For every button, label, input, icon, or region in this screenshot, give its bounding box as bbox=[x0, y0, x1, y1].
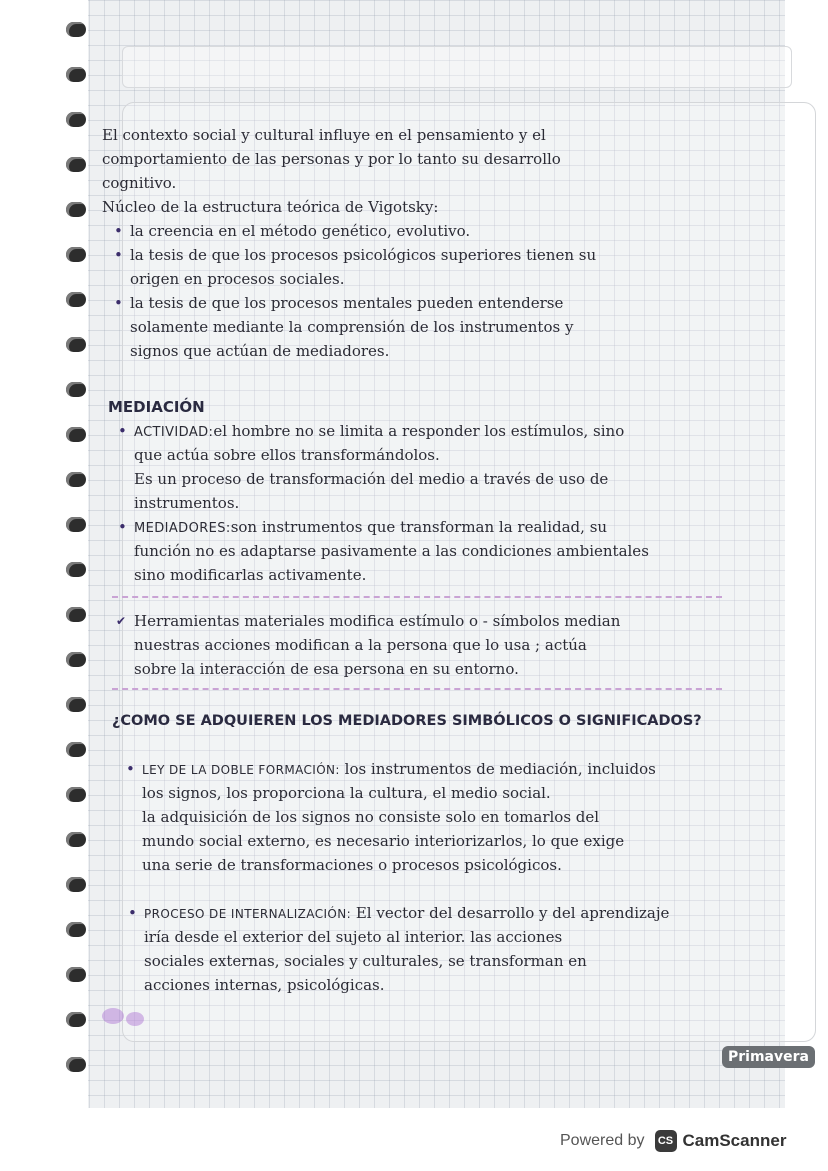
spiral-ring bbox=[66, 157, 86, 172]
mediadores-label: MEDIADORES: bbox=[134, 521, 231, 536]
spiral-ring bbox=[66, 742, 86, 757]
ley-line: los signos, los proporciona la cultura, el medio social. bbox=[142, 784, 551, 802]
proceso-line: acciones internas, psicológicas. bbox=[144, 976, 385, 994]
actividad-line: instrumentos. bbox=[134, 494, 240, 512]
intro-line: El contexto social y cultural influye en el pensamiento y el bbox=[102, 126, 546, 144]
bullet-dot: • bbox=[118, 422, 127, 440]
header-band bbox=[122, 46, 792, 88]
spiral-ring bbox=[66, 877, 86, 892]
ink-smudge bbox=[126, 1012, 144, 1026]
spiral-ring bbox=[66, 112, 86, 127]
ley-line: mundo social externo, es necesario interiorizarlos, lo que exige bbox=[142, 832, 625, 850]
herramientas-line: Herramientas materiales modifica estímulo o - símbolos median bbox=[134, 612, 621, 630]
vigotsky-bullet-line: la tesis de que los procesos mentales pueden entenderse bbox=[130, 294, 564, 312]
bullet-dot: • bbox=[114, 222, 123, 240]
vigotsky-bullet-line: signos que actúan de mediadores. bbox=[130, 342, 390, 360]
bullet-dot: • bbox=[126, 760, 135, 778]
checkmark-icon: ✔ bbox=[116, 614, 127, 628]
spiral-ring bbox=[66, 697, 86, 712]
ley-line: una serie de transformaciones o procesos psicológicos. bbox=[142, 856, 562, 874]
actividad-line-first bbox=[134, 422, 624, 442]
ley-label: LEY DE LA DOBLE FORMACIÓN: bbox=[142, 763, 340, 777]
vigotsky-bullet-line: solamente mediante la comprensión de los instrumentos y bbox=[130, 318, 574, 336]
actividad-line: que actúa sobre ellos transformándolos. bbox=[134, 446, 440, 464]
spiral-ring bbox=[66, 292, 86, 307]
spiral-ring bbox=[66, 652, 86, 667]
intro-line: cognitivo. bbox=[102, 174, 177, 192]
spiral-ring bbox=[66, 517, 86, 532]
proceso-line: sociales externas, sociales y culturales, se transforman en bbox=[144, 952, 587, 970]
camscanner-name: CamScanner bbox=[682, 1131, 787, 1150]
spiral-ring bbox=[66, 922, 86, 937]
spiral-ring bbox=[66, 1057, 86, 1072]
spiral-ring bbox=[66, 427, 86, 442]
camscanner-footer bbox=[560, 1126, 786, 1156]
herramientas-line: sobre la interacción de esa persona en su entorno. bbox=[134, 660, 519, 678]
dashed-separator bbox=[112, 688, 722, 690]
ink-smudge bbox=[102, 1008, 124, 1024]
spiral-ring bbox=[66, 382, 86, 397]
camscanner-logo-icon: CS bbox=[655, 1130, 677, 1152]
actividad-text: el hombre no se limita a responder los estímulos, sino bbox=[213, 422, 625, 440]
mediadores-text: son instrumentos que transforman la realidad, su bbox=[230, 518, 608, 536]
powered-by-text: Powered by bbox=[560, 1132, 645, 1149]
spiral-binding bbox=[44, 0, 88, 1108]
spiral-ring bbox=[66, 202, 86, 217]
proceso-label: PROCESO DE INTERNALIZACIÓN: bbox=[144, 907, 352, 921]
bullet-dot: • bbox=[118, 518, 127, 536]
proceso-line: iría desde el exterior del sujeto al interior. las acciones bbox=[144, 928, 563, 946]
bullet-dot: • bbox=[128, 904, 137, 922]
spiral-ring bbox=[66, 67, 86, 82]
proceso-text: El vector del desarrollo y del aprendizaje bbox=[355, 904, 670, 922]
dashed-separator bbox=[112, 596, 722, 598]
spiral-ring bbox=[66, 337, 86, 352]
proceso-line-first bbox=[144, 904, 669, 923]
spiral-ring bbox=[66, 787, 86, 802]
spiral-ring bbox=[66, 247, 86, 262]
vigotsky-bullet-line: la tesis de que los procesos psicológicos superiores tienen su bbox=[130, 246, 597, 264]
spiral-ring bbox=[66, 472, 86, 487]
bullet-dot: • bbox=[114, 246, 123, 264]
spiral-ring bbox=[66, 22, 86, 37]
vigotsky-bullet-line: la creencia en el método genético, evolutivo. bbox=[130, 222, 471, 240]
spiral-ring bbox=[66, 1012, 86, 1027]
actividad-line: Es un proceso de transformación del medio a través de uso de bbox=[134, 470, 609, 488]
ley-line-first bbox=[142, 760, 656, 779]
herramientas-line: nuestras acciones modifican a la persona que lo usa ; actúa bbox=[134, 636, 587, 654]
intro-line: comportamiento de las personas y por lo tanto su desarrollo bbox=[102, 150, 561, 168]
mediadores-line: sino modificarlas activamente. bbox=[134, 566, 367, 584]
spiral-ring bbox=[66, 607, 86, 622]
bullet-dot: • bbox=[114, 294, 123, 312]
mediadores-line-first bbox=[134, 518, 607, 538]
question-heading: ¿COMO SE ADQUIEREN LOS MEDIADORES SIMBÓLICOS O SIGNIFICADOS? bbox=[112, 713, 702, 729]
ley-text: los instrumentos de mediación, incluidos bbox=[344, 760, 656, 778]
ley-line: la adquisición de los signos no consiste solo en tomarlos del bbox=[142, 808, 600, 826]
vigotsky-heading: Núcleo de la estructura teórica de Vigotsky: bbox=[102, 198, 439, 216]
primavera-logo: Primavera bbox=[722, 1046, 815, 1068]
actividad-label: ACTIVIDAD: bbox=[134, 425, 214, 440]
spiral-ring bbox=[66, 562, 86, 577]
spiral-ring bbox=[66, 832, 86, 847]
vigotsky-bullet-line: origen en procesos sociales. bbox=[130, 270, 345, 288]
spiral-ring bbox=[66, 967, 86, 982]
mediacion-title: MEDIACIÓN bbox=[108, 398, 205, 416]
mediadores-line: función no es adaptarse pasivamente a las condiciones ambientales bbox=[134, 542, 649, 560]
